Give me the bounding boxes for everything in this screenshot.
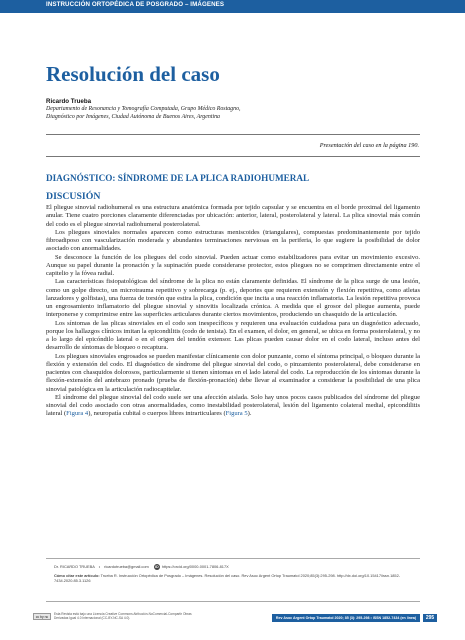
contact-email[interactable]: ricardotrueba@gmail.com <box>104 564 149 570</box>
author-name: Ricardo Trueba <box>46 98 92 105</box>
case-presented-note: Presentación del caso en la página 190. <box>319 142 419 149</box>
article-body <box>46 204 420 419</box>
citation <box>54 573 414 584</box>
paragraph: El pliegue sinovial radiohumeral es una estructura anatómica formada por tejido capsular y se encuentra en el borde proximal del ligamento anular. Tiene cuatro porciones claramente diferenciadas por ubicación: anterior, lateral, posterolateral y lateral. La plica sinovial más común del codo es el pliegue sinovial radiohumeral posterolateral. <box>46 204 420 228</box>
figure-4-link[interactable]: Figura 4 <box>66 410 89 418</box>
author-affiliation <box>46 106 241 121</box>
page-footer <box>0 612 465 624</box>
affiliation-line-1: Departamento de Resonancia y Tomografía Computada, Grupo Médico Rostagno, <box>46 106 241 112</box>
discussion-heading: DISCUSIÓN <box>46 191 101 202</box>
page-title: Resolución del caso <box>46 62 220 86</box>
section-label: INSTRUCCIÓN ORTOPÉDICA DE POSGRADO – IMÁGENES <box>46 1 225 8</box>
divider-middle <box>46 156 420 157</box>
citation-text: Trueba R. Instrucción Ortopédica de Posgrado – Imágenes. Resolución del caso. Rev Asoc Argent Ortop Traumatol 2020;85(3):295-298. http://dx.doi.org/10.15417/issn.1852-7434.2020.85.3.1126 <box>54 573 401 584</box>
section-header-bar <box>0 0 465 13</box>
affiliation-line-2: Diagnóstico por Imágenes, Ciudad Autónoma de Buenos Aires, Argentina <box>46 113 220 120</box>
citation-label: Cómo citar este artículo: <box>54 573 100 578</box>
diagnosis-heading: DIAGNÓSTICO: SÍNDROME DE LA PLICA RADIOHUMERAL <box>46 173 310 183</box>
paragraph: Los pliegues sinoviales engrosados se pueden manifestar clínicamente con dolor punzante, como el síntoma principal, o bloqueo durante la flexión y extensión del codo. El diagnóstico de síndrome del pliegue sinovial del codo, o pinzamiento posterolateral, debe considerarse en pacientes con chasquidos dolorosos, particularmente si tienen síntomas en el lado lateral del codo. La reproducción de los síntomas durante la flexión-extensión del antebrazo pronado (prueba de flexión-pronación) debe llevar al examinador a considerar la posibilidad de una plica sinovial patológica en la articulación radiocapitelar. <box>46 352 420 393</box>
license-text: Esta Revista está bajo una Licencia Creative Commons Atribución-NoComercial-Compartir Obras Derivadas Igual 4.0 Internacional (CC-BY-NC-SA 4.0). <box>54 612 192 620</box>
paragraph: Las características fisiopatológicas del síndrome de la plica no están claramente definidas. El síndrome de la plica surge de una lesión, como un golpe directo, un microtrauma repetitivo y sobrecarga (p. ej., deportes que requieren extensión y flexión repetitiva, como atletas lanzadores y golfistas), una fuerza de torsión que estira la plica, condición que incita a una reacción inflamatoria. La lesión repetitiva provoca un engrosamiento inflamatorio del pliegue sinovial y sinovitis localizada crónica. A medida que el grosor del pliegue aumenta, puede interponerse y comprimirse entre las superficies articulares durante ciertos movimientos, produciendo un chasquido de la articulación. <box>46 278 420 319</box>
paragraph-text: ). <box>247 410 252 418</box>
page-number: 295 <box>423 614 437 622</box>
paragraph-text: ), neuropatía cubital o cuerpos libres intrarticulares ( <box>88 410 226 418</box>
orcid-link[interactable]: https://orcid.org/0000-0001-7806-817X <box>161 564 229 570</box>
contact-line: Dr. RICARDO TRUEBA • ricardotrueba@gmail.com iD https://orcid.org/0000-0001-7806-817X <box>54 564 229 570</box>
paragraph: Los pliegues sinoviales normales aparecen como estructuras meniscoides (triangulares), compuestas predominantemente por tejido fibroadiposo con vascularización moderada y abundantes terminaciones nerviosas en la periferia, lo que sugiere la posibilidad de dolor asociado con anormalidades. <box>46 228 420 253</box>
footer-citation-box <box>46 558 420 602</box>
paragraph: Se desconoce la función de los pliegues del codo sinovial. Pueden actuar como estabilizadores para evitar un movimiento excesivo. Aunque su papel durante la pronación y la supinación puede considerarse protector, estos pliegues no se comprimen directamente entre el capitelio y la fóvea radial. <box>46 253 420 277</box>
figure-5-link[interactable]: Figura 5 <box>225 410 248 418</box>
journal-reference: Rev Asoc Argent Ortop Traumatol 2020; 85 (3): 295-298 • ISSN 1852-7434 (en línea) <box>272 614 420 622</box>
orcid-icon: iD <box>155 565 159 569</box>
paragraph: Los síntomas de las plicas sinoviales en el codo son inespecíficos y requieren una evaluación cuidadosa para un diagnóstico adecuado, porque los hallazgos clínicos imitan la epicondilitis (codo de tenista). En el examen, el dolor, en general, se ubica en forma posterolateral, y no a lo largo del epicóndilo lateral o en el origen del tendón extensor. Las plicas pueden causar dolor en el codo lateral, incluso antes del desarrollo de síntomas de bloqueo o recaptura. <box>46 319 420 352</box>
paragraph-text: El síndrome del pliegue sinovial del codo suele ser una afección aislada. Solo hay unos pocos casos publicados del síndrome del pliegue sinovial del codo asociado con otras anormalidades, como inestabilidad posterolateral, lesión del ligamento colateral medial, epicondilitis lateral ( <box>46 393 420 418</box>
contact-author: Dr. RICARDO TRUEBA <box>54 564 95 570</box>
divider-top <box>46 134 420 135</box>
paragraph-last <box>46 394 420 419</box>
creative-commons-icon: cc by nc <box>33 613 51 620</box>
